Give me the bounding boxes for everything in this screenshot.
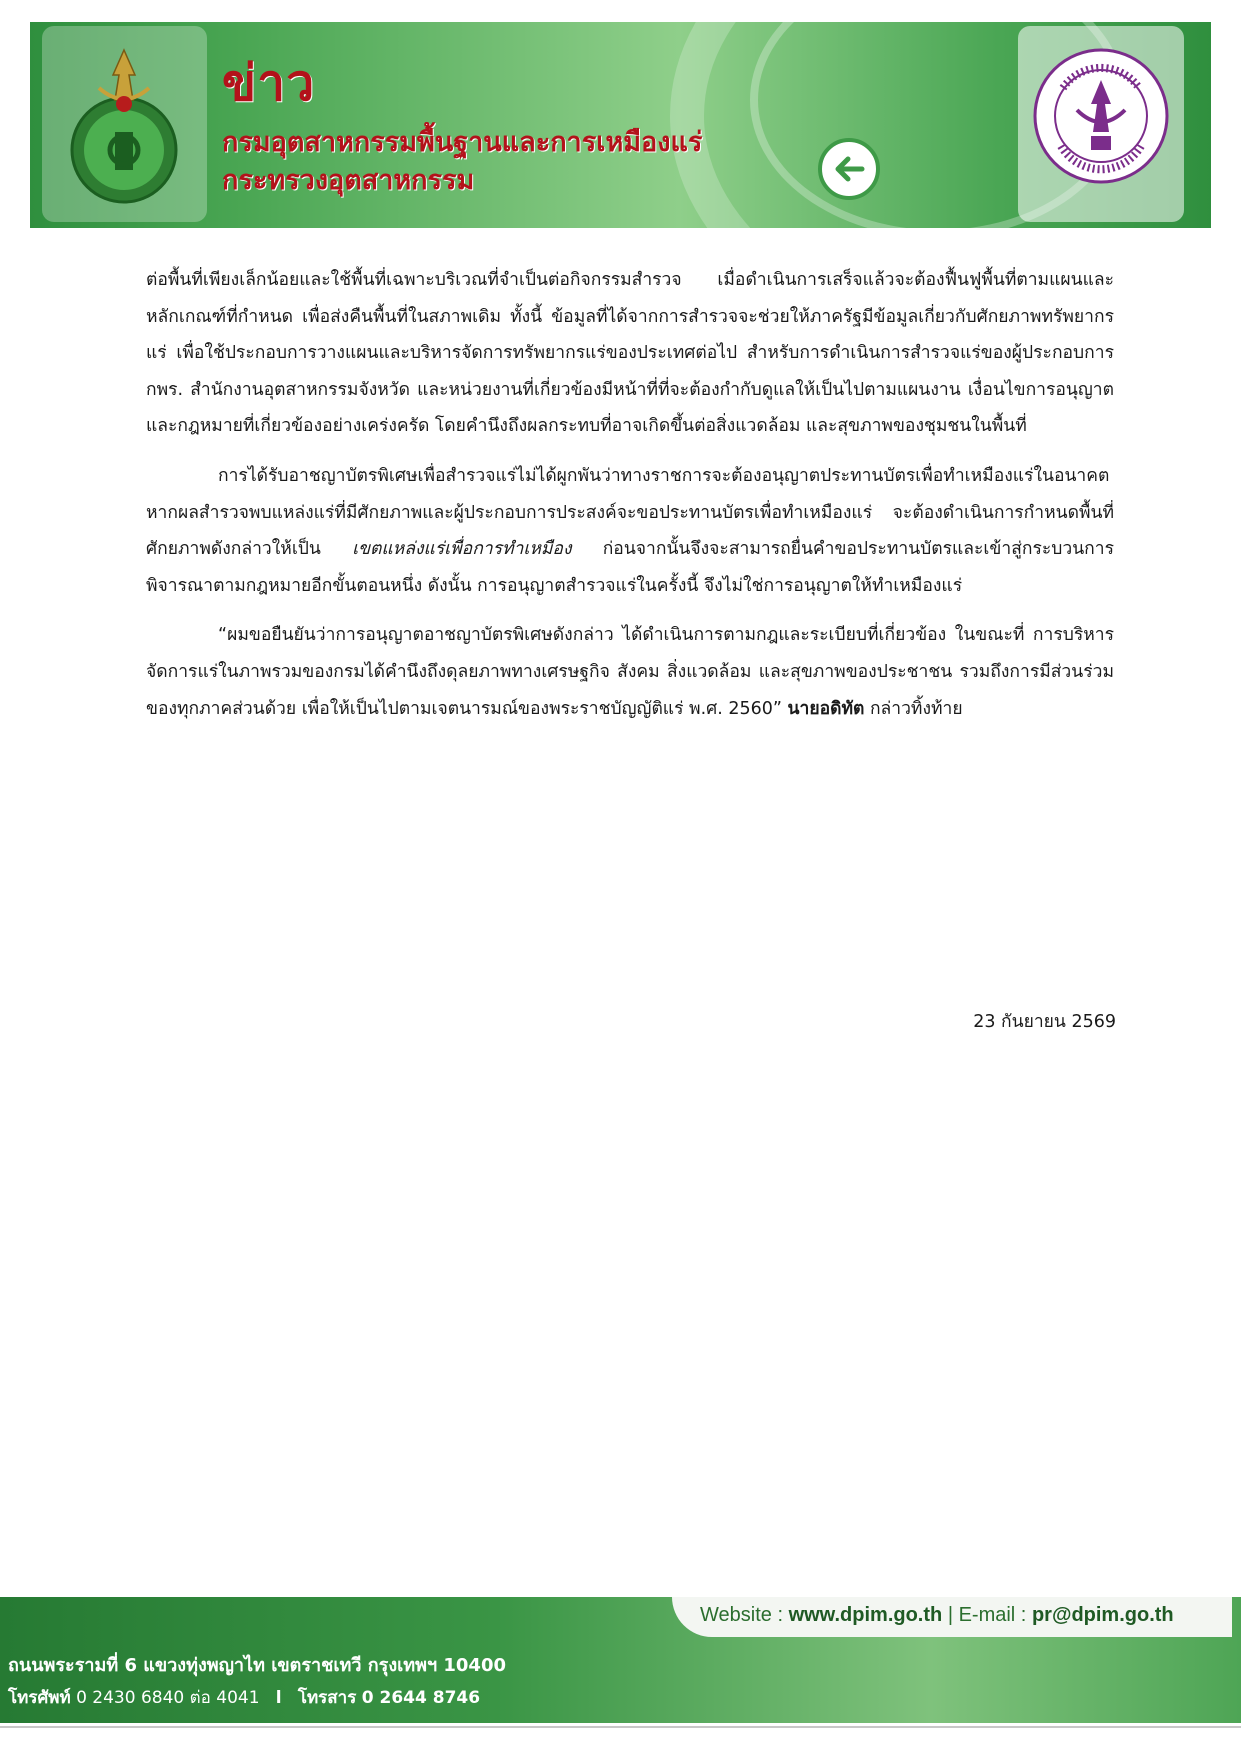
fax-label: โทรสาร <box>297 1688 357 1708</box>
dept-logo-frame <box>42 26 207 222</box>
publish-date: 23 กันยายน 2569 <box>973 1012 1116 1032</box>
news-body <box>146 262 1114 740</box>
paragraph-2 <box>146 458 1114 604</box>
paragraph-3 <box>146 617 1114 727</box>
page-title: ข่าว <box>222 54 316 112</box>
contact-separator: | <box>947 1604 954 1626</box>
email-label: E-mail : <box>958 1604 1027 1626</box>
phone-label: โทรศัพท์ <box>8 1688 71 1708</box>
mining-zone-term: เขตแหล่งแร่เพื่อการทำเหมือง <box>352 539 572 560</box>
fax-number: 0 2644 8746 <box>361 1688 481 1708</box>
department-name: กรมอุตสาหกรรมพื้นฐานและการเหมืองแร่ <box>222 127 703 158</box>
back-button[interactable] <box>818 138 880 200</box>
quote-text: “ผมขอยืนยันว่าการอนุญาตอาชญาบัตรพิเศษดังกล่าว ได้ดำเนินการตามกฎและระเบียบที่เกี่ยวข้อง ในขณะที่ การบริหารจัดการแร่ในภาพรวมของกรมได้คำนึงถึงดุลยภาพทางเศรษฐกิจ สังคม สิ่งแวดล้อม และสุขภาพของประชาชน รวมถึงการมีส่วนร่วมของทุกภาคส่วนด้วย เพื่อให้เป็นไปตามเจตนารมณ์ของพระราชบัญญัติแร่ พ.ศ. 2560” <box>146 625 1114 719</box>
phone-number: 0 2430 6840 ต่อ 4041 <box>76 1688 260 1708</box>
quote-attribution: กล่าวทิ้งท้าย <box>864 698 963 719</box>
website-link[interactable]: www.dpim.go.th <box>788 1604 943 1626</box>
ministry-logo-frame <box>1018 26 1184 222</box>
page-bottom-rule <box>0 1726 1241 1728</box>
footer-banner <box>0 1597 1241 1723</box>
paragraph-2-text: ก่อนจากนั้นจึงจะสามารถยื่นคำขอประทานบัตรและเข้าสู่กระบวนการพิจารณาตามกฎหมายอีกขั้นตอนหนึ่ง ดังนั้น การอนุญาตสำรวจแร่ในครั้งนี้ จึงไม่ใช่การอนุญาตให้ทำเหมืองแร่ <box>146 539 1114 596</box>
ministry-name: กระทรวงอุตสาหกรรม <box>222 165 475 196</box>
speaker-name: นายอดิทัต <box>787 698 865 719</box>
header-titles <box>222 56 702 198</box>
ministry-of-industry-seal-icon <box>1033 48 1169 184</box>
phone-fax-line <box>8 1684 480 1711</box>
dept-primary-industries-mines-logo-icon <box>65 40 183 210</box>
paragraph-2-text: การได้รับอาชญาบัตรพิเศษเพื่อสำรวจแร่ไม่ได้ผูกพันว่าทางราชการจะต้องอนุญาตประทานบัตรเพื่อทำเหมืองแร่ในอนาคต หากผลสำรวจพบแหล่งแร่ที่มีศักยภาพและผู้ประกอบการประสงค์จะขอประทานบัตรเพื่อทำเหมืองแร่ จะต้องดำเนินการกำหนดพื้นที่ศักยภาพดังกล่าวให้เป็น <box>146 465 1114 560</box>
news-header-banner <box>30 22 1211 228</box>
email-link[interactable]: pr@dpim.go.th <box>1031 1604 1174 1626</box>
phone-fax-divider: l <box>275 1688 282 1708</box>
arrow-left-icon <box>832 152 866 186</box>
office-address: ถนนพระรามที่ 6 แขวงทุ่งพญาไท เขตราชเทวี กรุงเทพฯ 10400 <box>8 1655 506 1676</box>
website-label: Website : <box>700 1604 783 1626</box>
contact-info <box>700 1604 1174 1627</box>
paragraph-1: ต่อพื้นที่เพียงเล็กน้อยและใช้พื้นที่เฉพาะบริเวณที่จำเป็นต่อกิจกรรมสำรวจ เมื่อดำเนินการเสร็จแล้วจะต้องฟื้นฟูพื้นที่ตามแผนและหลักเกณฑ์ที่กำหนด เพื่อส่งคืนพื้นที่ในสภาพเดิม ทั้งนี้ ข้อมูลที่ได้จากการสำรวจจะช่วยให้ภาครัฐมีข้อมูลเกี่ยวกับศักยภาพทรัพยากรแร่ เพื่อใช้ประกอบการวางแผนและบริหารจัดการทรัพยากรแร่ของประเทศต่อไป สำหรับการดำเนินการสำรวจแร่ของผู้ประกอบการ กพร. สำนักงานอุตสาหกรรมจังหวัด และหน่วยงานที่เกี่ยวข้องมีหน้าที่ที่จะต้องกำกับดูแลให้เป็นไปตามแผนงาน เงื่อนไขการอนุญาต และกฎหมายที่เกี่ยวข้องอย่างเคร่งครัด โดยคำนึงถึงผลกระทบที่อาจเกิดขึ้นต่อสิ่งแวดล้อม และสุขภาพของชุมชนในพื้นที่ <box>146 270 1114 437</box>
